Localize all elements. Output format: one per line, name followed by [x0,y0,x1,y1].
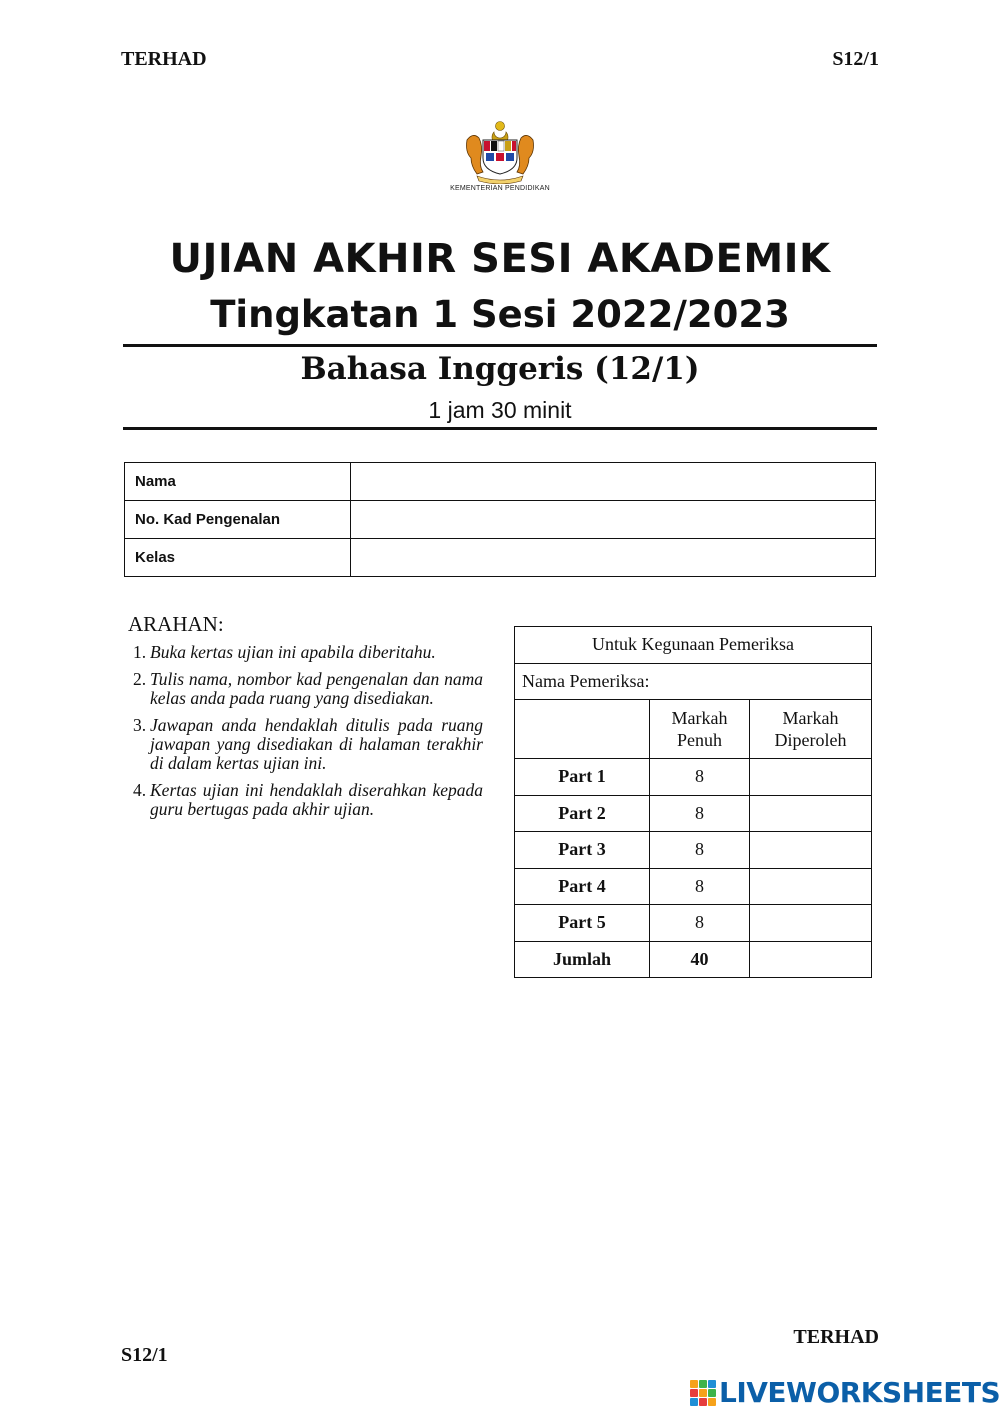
total-obtained-field[interactable] [750,941,872,978]
ic-number-label: No. Kad Pengenalan [125,501,351,539]
part-label: Part 5 [515,905,650,942]
total-label: Jumlah [515,941,650,978]
liveworksheets-watermark [690,1376,1000,1409]
exam-title: UJIAN AKHIR SESI AKADEMIK [169,236,831,282]
part-label: Part 4 [515,868,650,905]
exam-duration: 1 jam 30 minit [428,397,572,423]
header-paper-code: S12/1 [832,48,879,70]
examiner-table-title: Untuk Kegunaan Pemeriksa [515,627,872,664]
item-number: 2. [133,669,147,689]
crest-caption: KEMENTERIAN PENDIDIKAN [450,185,550,192]
exam-session: Tingkatan 1 Sesi 2022/2023 [210,293,790,336]
list-item [128,781,483,819]
part-label: Part 3 [515,832,650,869]
class-field[interactable] [351,539,876,577]
examiner-name-label[interactable]: Nama Pemeriksa: [515,663,872,700]
marks-obtained-field[interactable] [750,832,872,869]
examiner-table [514,626,872,978]
class-label: Kelas [125,539,351,577]
instructions [128,612,483,827]
part-label: Part 1 [515,759,650,796]
table-row [515,759,872,796]
item-number: 4. [133,780,147,800]
divider [123,427,877,430]
column-header-marks-obtained: Markah Diperoleh [750,700,872,759]
part-label: Part 2 [515,795,650,832]
liveworksheets-logo-icon [690,1380,716,1406]
coat-of-arms-icon [455,120,545,184]
name-field[interactable] [351,463,876,501]
full-marks: 8 [650,759,750,796]
header-blank [515,700,650,759]
item-number: 1. [133,642,147,662]
table-row [125,539,876,577]
marks-obtained-field[interactable] [750,868,872,905]
table-row [125,501,876,539]
marks-obtained-field[interactable] [750,905,872,942]
marks-obtained-field[interactable] [750,795,872,832]
table-row [515,627,872,664]
student-info-table [124,462,876,577]
subject-title: Bahasa Inggeris (12/1) [300,351,700,387]
header-classification: TERHAD [121,48,207,70]
total-full-marks: 40 [650,941,750,978]
ic-number-field[interactable] [351,501,876,539]
table-row [515,832,872,869]
table-row [515,795,872,832]
footer-classification: TERHAD [793,1326,879,1348]
instructions-list [128,643,483,819]
table-header-row [515,700,872,759]
list-item [128,670,483,708]
item-text: Tulis nama, nombor kad pengenalan dan nama kelas anda pada ruang yang disediakan. [150,669,483,708]
total-row [515,941,872,978]
column-header-full-marks: Markah Penuh [650,700,750,759]
ministry-crest [442,120,558,200]
full-marks: 8 [650,832,750,869]
instructions-title: ARAHAN: [128,612,224,636]
marks-obtained-field[interactable] [750,759,872,796]
watermark-text: LIVEWORKSHEETS [719,1376,1000,1409]
full-marks: 8 [650,795,750,832]
full-marks: 8 [650,905,750,942]
table-row [515,663,872,700]
item-text: Kertas ujian ini hendaklah diserahkan kepada guru bertugas pada akhir ujian. [150,780,483,819]
table-row [515,868,872,905]
item-number: 3. [133,715,147,735]
name-label: Nama [125,463,351,501]
item-text: Buka kertas ujian ini apabila diberitahu. [150,642,436,662]
full-marks: 8 [650,868,750,905]
table-row [125,463,876,501]
table-row [515,905,872,942]
item-text: Jawapan anda hendaklah ditulis pada ruang jawapan yang disediakan di halaman terakhir di dalam kertas ujian ini. [150,715,483,773]
list-item [128,643,483,662]
footer-paper-code: S12/1 [121,1344,168,1366]
list-item [128,716,483,773]
divider [123,344,877,347]
